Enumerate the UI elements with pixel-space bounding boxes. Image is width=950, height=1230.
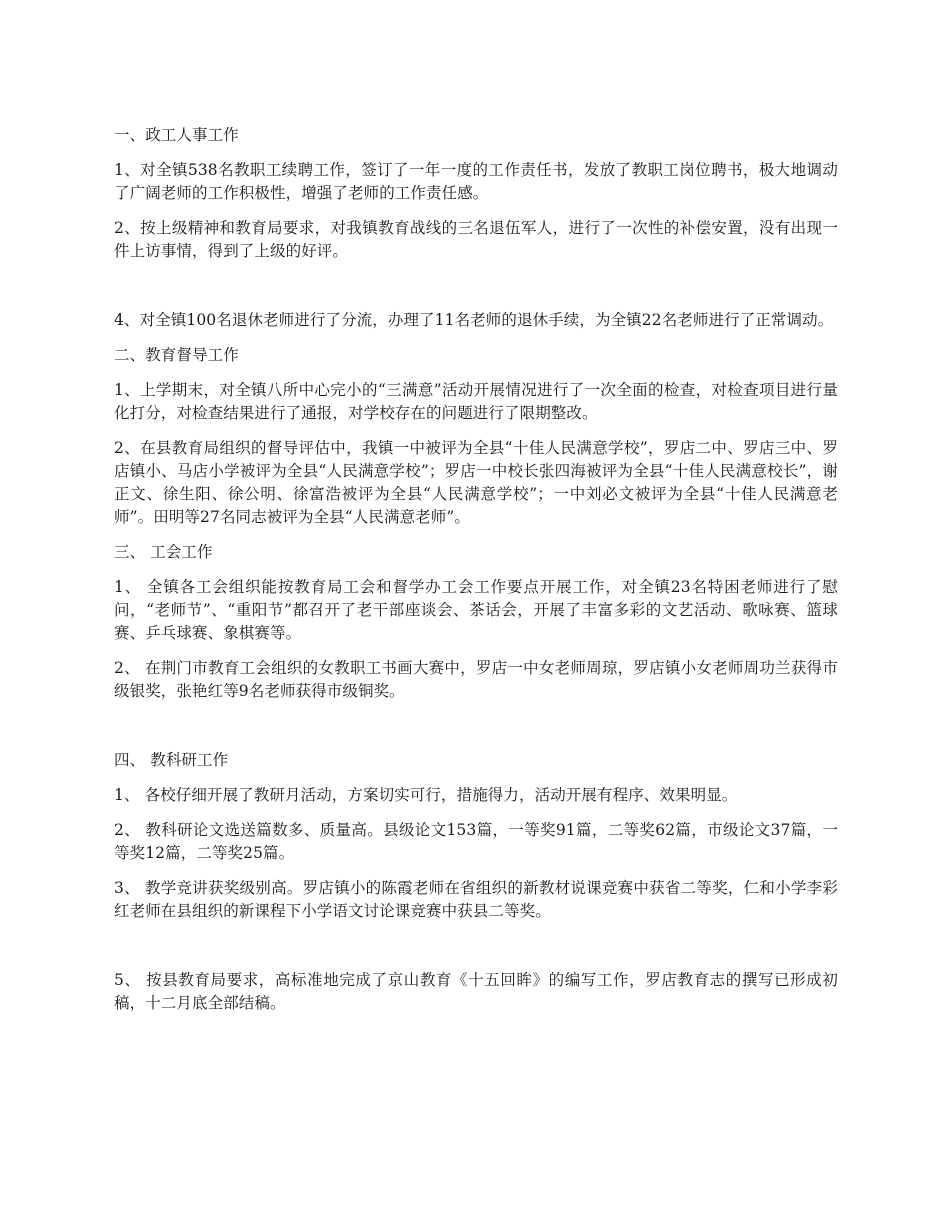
paragraph-4-1: 1、 各校仔细开展了教研月活动，方案切实可行，措施得力，活动开展有程序、效果明显。 — [114, 786, 738, 804]
blank-gap — [114, 715, 838, 749]
section-heading-3: 三、 工会工作 — [114, 543, 213, 561]
paragraph-1-4: 4、对全镇100名退休老师进行了分流，办理了11名老师的退休手续，为全镇22名老师进行了正常调动。 — [114, 311, 834, 329]
paragraph-3-2: 2、 在荆门市教育工会组织的女教职工书画大赛中，罗店一中女老师周琼，罗店镇小女老师周功兰获得市级银奖，张艳红等9名老师获得市级铜奖。 — [114, 659, 838, 700]
paragraph-4-2: 2、 教科研论文选送篇数多、质量高。县级论文153篇，一等奖91篇，二等奖62篇，市级论文37篇，一等奖12篇，二等奖25篇。 — [114, 821, 838, 862]
section-heading-2: 二、教育督导工作 — [114, 346, 239, 364]
paragraph-1-2: 2、按上级精神和教育局要求，对我镇教育战线的三名退伍军人，进行了一次性的补偿安置，没有出现一件上访事情，得到了上级的好评。 — [114, 219, 838, 260]
paragraph-2-1: 1、上学期末，对全镇八所中心完小的“三满意”活动开展情况进行了一次全面的检查，对检查项目进行量化打分，对检查结果进行了通报，对学校存在的问题进行了限期整改。 — [114, 381, 838, 422]
paragraph-3-1: 1、 全镇各工会组织能按教育局工会和督学办工会工作要点开展工作，对全镇23名特困老师进行了慰问，“老师节”、“重阳节”都召开了老干部座谈会、茶话会，开展了丰富多彩的文艺活动、歌咏赛、篮球赛、乒乓球赛、象棋赛等。 — [114, 578, 838, 642]
paragraph-4-5: 5、 按县教育局要求，高标准地完成了京山教育《十五回眸》的编写工作，罗店教育志的撰写已形成初稿，十二月底全部结稿。 — [114, 971, 838, 1012]
paragraph-1-1: 1、对全镇538名教职工续聘工作，签订了一年一度的工作责任书，发放了教职工岗位聘书，极大地调动了广阔老师的工作积极性，增强了老师的工作责任感。 — [114, 161, 838, 202]
section-heading-4: 四、 教科研工作 — [114, 751, 229, 769]
blank-gap — [114, 275, 838, 309]
document-page — [114, 124, 838, 1027]
section-heading-1: 一、政工人事工作 — [114, 126, 239, 144]
paragraph-4-3: 3、 教学竞讲获奖级别高。罗店镇小的陈霞老师在省组织的新教材说课竞赛中获省二等奖，仁和小学李彩红老师在县组织的新课程下小学语文讨论课竞赛中获县二等奖。 — [114, 879, 838, 920]
blank-gap — [114, 935, 838, 969]
paragraph-2-2: 2、在县教育局组织的督导评估中，我镇一中被评为全县“十佳人民满意学校”，罗店二中、罗店三中、罗店镇小、马店小学被评为全县“人民满意学校”；罗店一中校长张四海被评为全县“十佳人民满意校长”，谢正文、徐生阳、徐公明、徐富浩被评为全县“人民满意学校”；一中刘必文被评为全县“十佳人民满意老师”。田明等27名同志被评为全县“人民满意老师”。 — [114, 439, 839, 526]
